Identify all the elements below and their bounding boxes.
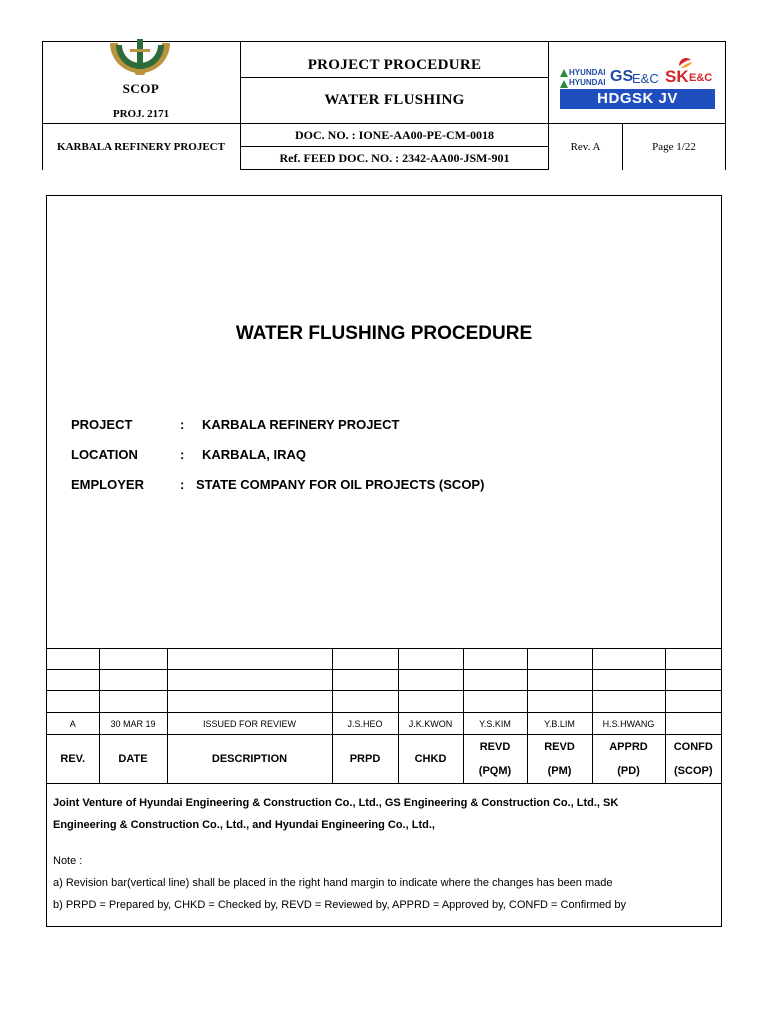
document-header: [42, 41, 726, 170]
chkd-cell: J.K.KWON: [398, 713, 463, 735]
revision-row-empty: [47, 649, 721, 670]
reference-feed-document-number: Ref. FEED DOC. NO. : 2342-AA00-JSM-901: [279, 150, 510, 165]
header-apprd: [592, 735, 665, 784]
header-confd-line2: (SCOP): [674, 765, 713, 777]
hdgsk-jv-logo: [560, 53, 716, 111]
gs-label: GS: [610, 68, 634, 85]
header-rev: REV.: [47, 735, 99, 784]
revision-header-row: [47, 735, 721, 784]
cover-page-frame: [46, 195, 722, 927]
revd-pm-cell: Y.B.LIM: [527, 713, 592, 735]
sk-label: SK: [665, 67, 689, 86]
project-name: KARBALA REFINERY PROJECT: [57, 140, 225, 153]
scop-logo-icon: [106, 39, 174, 85]
header-apprd-line2: (PD): [617, 765, 640, 777]
revision-row-empty: [47, 670, 721, 691]
revision-table: [47, 648, 721, 784]
prpd-cell: J.S.HEO: [332, 713, 398, 735]
header-revd-pqm: [463, 735, 527, 784]
note-b: b) PRPD = Prepared by, CHKD = Checked by, REVD = Reviewed by, APPRD = Approved by, CONFD = Confirmed by: [53, 899, 626, 911]
footer-notes: [53, 792, 715, 916]
info-value-project: KARBALA REFINERY PROJECT: [202, 417, 400, 432]
info-label-project: PROJECT: [71, 417, 133, 432]
header-revd-pm: [527, 735, 592, 784]
sk-ec-label: E&C: [689, 72, 713, 84]
info-sep-employer: :: [180, 477, 185, 492]
date-cell: 30 MAR 19: [99, 713, 167, 735]
note-a: a) Revision bar(vertical line) shall be placed in the right hand margin to indicate where the changes has been made: [53, 877, 613, 889]
info-label-location: LOCATION: [71, 447, 138, 462]
document-subject: WATER FLUSHING: [324, 91, 465, 108]
header-date: DATE: [99, 735, 167, 784]
hyundai-label-1: HYUNDAI: [569, 68, 606, 77]
info-sep-project: :: [180, 417, 185, 432]
document-number: DOC. NO. : IONE-AA00-PE-CM-0018: [295, 127, 494, 142]
sk-butterfly-icon: [677, 56, 693, 70]
header-description: DESCRIPTION: [167, 735, 332, 784]
info-label-employer: EMPLOYER: [71, 477, 144, 492]
header-revd-pqm-line1: REVD: [479, 741, 511, 753]
hyundai-label-2: HYUNDAI: [569, 78, 606, 87]
joint-venture-line-2: Engineering & Construction Co., Ltd., and Hyundai Engineering Co., Ltd.,: [53, 819, 435, 831]
hdgsk-jv-banner: HDGSK JV: [560, 89, 715, 109]
info-sep-location: :: [180, 447, 185, 462]
header-revd-pqm-line2: (PQM): [478, 765, 512, 777]
confd-cell: [665, 713, 721, 735]
header-confd: [665, 735, 721, 784]
header-apprd-line1: APPRD: [609, 741, 648, 753]
header-revd-pm-line1: REVD: [544, 741, 575, 753]
document-title: WATER FLUSHING PROCEDURE: [235, 323, 533, 344]
joint-venture-line-1: Joint Venture of Hyundai Engineering & Construction Co., Ltd., GS Engineering & Construction Co., Ltd., SK: [53, 797, 619, 809]
header-prpd: PRPD: [332, 735, 398, 784]
gs-ec-label: E&C: [632, 71, 659, 86]
note-label: Note :: [53, 855, 83, 867]
page-number: Page 1/22: [652, 141, 696, 153]
header-chkd: CHKD: [398, 735, 463, 784]
apprd-cell: H.S.HWANG: [592, 713, 665, 735]
revision-row: [47, 713, 721, 735]
scop-name: SCOP: [122, 81, 160, 96]
rev-cell: A: [47, 713, 99, 735]
revd-pqm-cell: Y.S.KIM: [463, 713, 527, 735]
revision-label: Rev. A: [570, 141, 601, 153]
header-revd-pm-line2: (PM): [547, 765, 572, 777]
info-value-employer: STATE COMPANY FOR OIL PROJECTS (SCOP): [196, 477, 485, 492]
description-cell: ISSUED FOR REVIEW: [167, 713, 332, 735]
hyundai-triangle-icon: [560, 69, 568, 89]
header-confd-line1: CONFD: [673, 741, 713, 753]
info-value-location: KARBALA, IRAQ: [202, 447, 306, 462]
project-number: PROJ. 2171: [112, 108, 170, 120]
revision-row-empty: [47, 691, 721, 713]
document-category: PROJECT PROCEDURE: [307, 56, 482, 73]
